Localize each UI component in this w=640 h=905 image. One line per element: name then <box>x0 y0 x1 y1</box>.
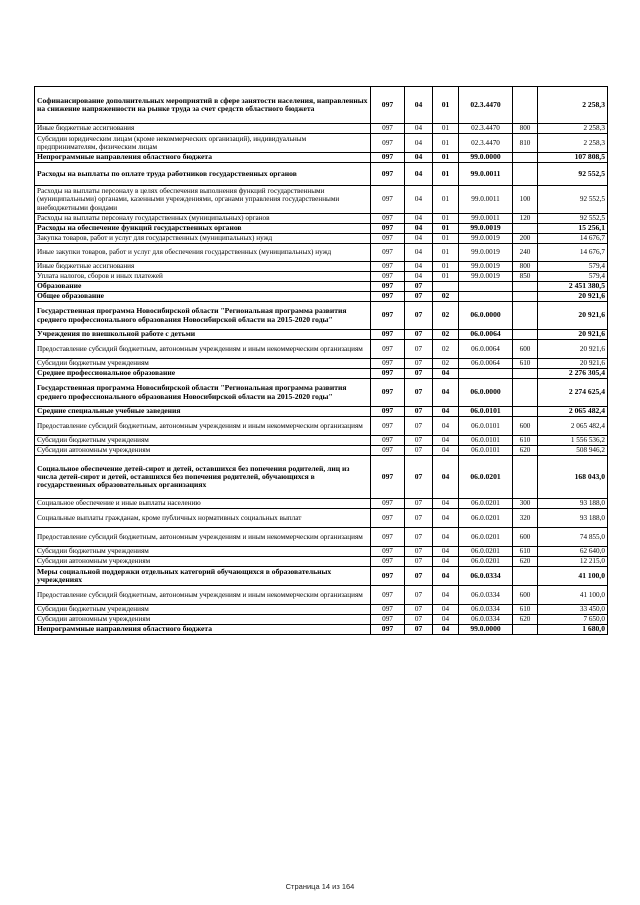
table-row <box>35 134 608 153</box>
table-row <box>35 224 608 234</box>
cell-rz: 07 <box>405 509 433 528</box>
cell-gr: 097 <box>371 557 405 567</box>
cell-vr <box>513 282 538 292</box>
cell-csr: 02.3.4470 <box>459 124 513 134</box>
cell-rz: 07 <box>405 369 433 379</box>
cell-rz: 07 <box>405 625 433 635</box>
cell-name: Государственная программа Новосибирской области "Региональная программа развития среднего профессионального образования Новосибирской области на 2015-2020 годы" <box>35 379 371 407</box>
cell-name: Расходы на выплаты персоналу в целях обеспечения выполнения функций государственными (муниципальными) органами, казенными учреждениями, органами управления государственными внебюджетными фондами <box>35 186 371 214</box>
table-row <box>35 282 608 292</box>
cell-pr: 04 <box>433 605 459 615</box>
table-row <box>35 547 608 557</box>
cell-pr: 01 <box>433 262 459 272</box>
table-row <box>35 153 608 163</box>
cell-name: Иные бюджетные ассигнования <box>35 124 371 134</box>
cell-gr: 097 <box>371 282 405 292</box>
cell-sum: 20 921,6 <box>538 359 608 369</box>
cell-name: Непрограммные направления областного бюджета <box>35 153 371 163</box>
cell-vr: 600 <box>513 340 538 359</box>
cell-sum: 2 065 482,4 <box>538 407 608 417</box>
cell-sum: 508 946,2 <box>538 446 608 456</box>
cell-csr: 99.0.0011 <box>459 186 513 214</box>
cell-name: Среднее профессиональное образование <box>35 369 371 379</box>
cell-vr <box>513 163 538 186</box>
cell-rz: 04 <box>405 87 433 124</box>
cell-csr: 06.0.0201 <box>459 456 513 499</box>
cell-gr: 097 <box>371 499 405 509</box>
cell-sum: 2 258,3 <box>538 87 608 124</box>
cell-csr: 06.0.0101 <box>459 417 513 436</box>
cell-name: Государственная программа Новосибирской области "Региональная программа развития среднего профессионального образования Новосибирской области на 2015-2020 годы" <box>35 302 371 330</box>
cell-sum: 2 274 625,4 <box>538 379 608 407</box>
cell-pr: 01 <box>433 234 459 244</box>
cell-vr: 610 <box>513 436 538 446</box>
cell-vr: 850 <box>513 272 538 282</box>
table-row <box>35 446 608 456</box>
table-row <box>35 369 608 379</box>
page-number: Страница 14 из 164 <box>285 882 355 891</box>
cell-sum: 14 676,7 <box>538 234 608 244</box>
cell-pr: 04 <box>433 369 459 379</box>
cell-sum: 579,4 <box>538 262 608 272</box>
cell-csr: 99.0.0011 <box>459 214 513 224</box>
cell-name: Субсидии автономным учреждениям <box>35 615 371 625</box>
cell-rz: 04 <box>405 224 433 234</box>
cell-pr: 01 <box>433 244 459 262</box>
cell-gr: 097 <box>371 359 405 369</box>
cell-gr: 097 <box>371 436 405 446</box>
cell-csr: 06.0.0201 <box>459 499 513 509</box>
cell-csr: 06.0.0201 <box>459 509 513 528</box>
cell-pr: 02 <box>433 302 459 330</box>
cell-vr: 200 <box>513 234 538 244</box>
table-row <box>35 340 608 359</box>
cell-vr: 610 <box>513 547 538 557</box>
table-row <box>35 499 608 509</box>
cell-vr: 320 <box>513 509 538 528</box>
cell-name: Образование <box>35 282 371 292</box>
cell-vr <box>513 87 538 124</box>
cell-gr: 097 <box>371 244 405 262</box>
cell-csr: 06.0.0201 <box>459 547 513 557</box>
cell-rz: 04 <box>405 186 433 214</box>
cell-rz: 07 <box>405 557 433 567</box>
cell-rz: 04 <box>405 153 433 163</box>
cell-gr: 097 <box>371 456 405 499</box>
cell-rz: 07 <box>405 359 433 369</box>
cell-pr: 02 <box>433 292 459 302</box>
budget-table <box>34 86 608 635</box>
cell-sum: 107 808,5 <box>538 153 608 163</box>
cell-vr <box>513 625 538 635</box>
cell-csr: 06.0.0201 <box>459 557 513 567</box>
cell-rz: 07 <box>405 379 433 407</box>
cell-rz: 07 <box>405 436 433 446</box>
cell-pr: 04 <box>433 528 459 547</box>
cell-csr: 99.0.0000 <box>459 153 513 163</box>
cell-sum: 7 650,0 <box>538 615 608 625</box>
cell-csr: 99.0.0000 <box>459 625 513 635</box>
table-row <box>35 87 608 124</box>
cell-pr: 04 <box>433 499 459 509</box>
cell-vr <box>513 567 538 586</box>
cell-name: Предоставление субсидий бюджетным, автономным учреждениям и иным некоммерческим организациям <box>35 340 371 359</box>
cell-csr: 06.0.0000 <box>459 379 513 407</box>
cell-rz: 07 <box>405 528 433 547</box>
cell-pr: 01 <box>433 87 459 124</box>
cell-rz: 04 <box>405 272 433 282</box>
cell-vr <box>513 456 538 499</box>
cell-csr: 06.0.0000 <box>459 302 513 330</box>
cell-csr: 06.0.0334 <box>459 567 513 586</box>
cell-name: Софинансирование дополнительных мероприятий в сфере занятости населения, направленных на снижение напряженности на рынке труда за счет средств областного бюджета <box>35 87 371 124</box>
cell-rz: 04 <box>405 214 433 224</box>
cell-gr: 097 <box>371 509 405 528</box>
cell-csr: 06.0.0101 <box>459 407 513 417</box>
cell-sum: 2 065 482,4 <box>538 417 608 436</box>
cell-gr: 097 <box>371 586 405 605</box>
cell-rz: 07 <box>405 340 433 359</box>
table-row <box>35 509 608 528</box>
cell-csr <box>459 369 513 379</box>
cell-vr <box>513 153 538 163</box>
cell-csr: 06.0.0064 <box>459 340 513 359</box>
cell-sum: 20 921,6 <box>538 292 608 302</box>
table-row <box>35 272 608 282</box>
cell-pr <box>433 282 459 292</box>
table-row <box>35 615 608 625</box>
cell-vr: 300 <box>513 499 538 509</box>
cell-rz: 07 <box>405 547 433 557</box>
cell-gr: 097 <box>371 407 405 417</box>
table-row <box>35 407 608 417</box>
cell-gr: 097 <box>371 446 405 456</box>
cell-pr: 01 <box>433 224 459 234</box>
cell-sum: 74 855,0 <box>538 528 608 547</box>
cell-gr: 097 <box>371 547 405 557</box>
cell-name: Социальные выплаты гражданам, кроме публичных нормативных социальных выплат <box>35 509 371 528</box>
cell-csr <box>459 292 513 302</box>
cell-name: Расходы на выплаты персоналу государственных (муниципальных) органов <box>35 214 371 224</box>
table-row <box>35 292 608 302</box>
cell-vr: 600 <box>513 586 538 605</box>
cell-pr: 04 <box>433 557 459 567</box>
cell-gr: 097 <box>371 224 405 234</box>
cell-name: Общее образование <box>35 292 371 302</box>
cell-vr: 610 <box>513 359 538 369</box>
cell-csr: 99.0.0019 <box>459 244 513 262</box>
cell-pr: 04 <box>433 456 459 499</box>
cell-vr: 120 <box>513 214 538 224</box>
cell-gr: 097 <box>371 292 405 302</box>
cell-gr: 097 <box>371 330 405 340</box>
cell-csr: 99.0.0019 <box>459 262 513 272</box>
cell-sum: 33 450,0 <box>538 605 608 615</box>
cell-gr: 097 <box>371 379 405 407</box>
cell-sum: 92 552,5 <box>538 214 608 224</box>
cell-name: Субсидии юридическим лицам (кроме некоммерческих организаций), индивидуальным предпринимателям, физическим лицам <box>35 134 371 153</box>
cell-sum: 92 552,5 <box>538 163 608 186</box>
cell-gr: 097 <box>371 625 405 635</box>
table-row <box>35 456 608 499</box>
cell-rz: 04 <box>405 124 433 134</box>
cell-sum: 20 921,6 <box>538 340 608 359</box>
cell-gr: 097 <box>371 163 405 186</box>
cell-csr: 99.0.0019 <box>459 224 513 234</box>
cell-name: Субсидии автономным учреждениям <box>35 557 371 567</box>
cell-name: Предоставление субсидий бюджетным, автономным учреждениям и иным некоммерческим организациям <box>35 586 371 605</box>
cell-pr: 04 <box>433 586 459 605</box>
cell-csr: 06.0.0201 <box>459 528 513 547</box>
cell-vr: 810 <box>513 134 538 153</box>
cell-name: Иные закупки товаров, работ и услуг для обеспечения государственных (муниципальных) нужд <box>35 244 371 262</box>
cell-name: Субсидии бюджетным учреждениям <box>35 436 371 446</box>
cell-sum: 15 256,1 <box>538 224 608 234</box>
cell-csr: 06.0.0334 <box>459 615 513 625</box>
cell-csr: 99.0.0019 <box>459 272 513 282</box>
cell-pr: 01 <box>433 124 459 134</box>
cell-rz: 07 <box>405 302 433 330</box>
cell-vr: 620 <box>513 446 538 456</box>
cell-gr: 097 <box>371 369 405 379</box>
cell-sum: 2 258,3 <box>538 134 608 153</box>
cell-gr: 097 <box>371 124 405 134</box>
cell-rz: 04 <box>405 134 433 153</box>
cell-sum: 168 043,0 <box>538 456 608 499</box>
cell-sum: 41 100,0 <box>538 586 608 605</box>
cell-gr: 097 <box>371 214 405 224</box>
cell-pr: 01 <box>433 163 459 186</box>
cell-name: Меры социальной поддержки отдельных категорий обучающихся в образовательных учреждениях <box>35 567 371 586</box>
cell-pr: 04 <box>433 379 459 407</box>
cell-name: Закупка товаров, работ и услуг для государственных (муниципальных) нужд <box>35 234 371 244</box>
cell-pr: 04 <box>433 567 459 586</box>
cell-rz: 04 <box>405 163 433 186</box>
cell-name: Уплата налогов, сборов и иных платежей <box>35 272 371 282</box>
cell-vr: 240 <box>513 244 538 262</box>
cell-rz: 07 <box>405 292 433 302</box>
cell-name: Учреждения по внешкольной работе с детьми <box>35 330 371 340</box>
cell-rz: 07 <box>405 446 433 456</box>
cell-rz: 07 <box>405 456 433 499</box>
table-row <box>35 567 608 586</box>
table-row <box>35 436 608 446</box>
cell-csr <box>459 282 513 292</box>
cell-sum: 62 640,0 <box>538 547 608 557</box>
cell-vr: 600 <box>513 417 538 436</box>
cell-sum: 20 921,6 <box>538 302 608 330</box>
cell-gr: 097 <box>371 153 405 163</box>
cell-vr <box>513 292 538 302</box>
cell-gr: 097 <box>371 272 405 282</box>
cell-pr: 01 <box>433 186 459 214</box>
cell-gr: 097 <box>371 87 405 124</box>
cell-csr: 06.0.0064 <box>459 330 513 340</box>
table-row <box>35 528 608 547</box>
cell-vr <box>513 330 538 340</box>
cell-name: Расходы на выплаты по оплате труда работников государственных органов <box>35 163 371 186</box>
table-row <box>35 214 608 224</box>
cell-name: Социальное обеспечение детей-сирот и детей, оставшихся без попечения родителей, лиц из числа детей-сирот и детей, оставшихся без попечения родителей, обучающихся в государственных образовательных организациях <box>35 456 371 499</box>
cell-vr <box>513 407 538 417</box>
cell-name: Субсидии бюджетным учреждениям <box>35 547 371 557</box>
cell-name: Предоставление субсидий бюджетным, автономным учреждениям и иным некоммерческим организациям <box>35 417 371 436</box>
cell-pr: 01 <box>433 134 459 153</box>
cell-rz: 07 <box>405 499 433 509</box>
cell-pr: 04 <box>433 446 459 456</box>
cell-rz: 04 <box>405 244 433 262</box>
cell-name: Субсидии бюджетным учреждениям <box>35 359 371 369</box>
cell-name: Социальное обеспечение и иные выплаты населению <box>35 499 371 509</box>
table-row <box>35 557 608 567</box>
cell-gr: 097 <box>371 340 405 359</box>
cell-sum: 1 680,0 <box>538 625 608 635</box>
cell-vr: 620 <box>513 615 538 625</box>
table-row <box>35 625 608 635</box>
cell-name: Средние специальные учебные заведения <box>35 407 371 417</box>
cell-csr: 06.0.0334 <box>459 586 513 605</box>
cell-rz: 07 <box>405 605 433 615</box>
cell-vr: 100 <box>513 186 538 214</box>
cell-sum: 92 552,5 <box>538 186 608 214</box>
cell-csr: 06.0.0334 <box>459 605 513 615</box>
table-body <box>35 87 608 635</box>
cell-gr: 097 <box>371 528 405 547</box>
cell-sum: 93 188,0 <box>538 499 608 509</box>
cell-sum: 1 556 536,2 <box>538 436 608 446</box>
table-row <box>35 186 608 214</box>
cell-pr: 02 <box>433 340 459 359</box>
table-row <box>35 262 608 272</box>
cell-pr: 02 <box>433 359 459 369</box>
cell-name: Иные бюджетные ассигнования <box>35 262 371 272</box>
cell-sum: 41 100,0 <box>538 567 608 586</box>
cell-sum: 579,4 <box>538 272 608 282</box>
cell-csr: 06.0.0101 <box>459 446 513 456</box>
cell-pr: 04 <box>433 615 459 625</box>
cell-rz: 07 <box>405 407 433 417</box>
cell-rz: 07 <box>405 417 433 436</box>
cell-csr: 06.0.0064 <box>459 359 513 369</box>
table-row <box>35 379 608 407</box>
cell-csr: 02.3.4470 <box>459 134 513 153</box>
table-row <box>35 124 608 134</box>
cell-pr: 01 <box>433 153 459 163</box>
cell-csr: 99.0.0011 <box>459 163 513 186</box>
cell-csr: 06.0.0101 <box>459 436 513 446</box>
cell-pr: 02 <box>433 330 459 340</box>
cell-gr: 097 <box>371 567 405 586</box>
cell-pr: 01 <box>433 272 459 282</box>
cell-gr: 097 <box>371 302 405 330</box>
cell-csr: 02.3.4470 <box>459 87 513 124</box>
cell-gr: 097 <box>371 186 405 214</box>
cell-vr: 620 <box>513 557 538 567</box>
cell-vr: 800 <box>513 262 538 272</box>
table-row <box>35 234 608 244</box>
cell-vr <box>513 224 538 234</box>
cell-vr <box>513 302 538 330</box>
cell-rz: 07 <box>405 282 433 292</box>
cell-sum: 2 451 380,5 <box>538 282 608 292</box>
table-row <box>35 244 608 262</box>
cell-pr: 04 <box>433 417 459 436</box>
cell-gr: 097 <box>371 417 405 436</box>
cell-gr: 097 <box>371 234 405 244</box>
cell-rz: 07 <box>405 330 433 340</box>
table-row <box>35 330 608 340</box>
cell-sum: 12 215,0 <box>538 557 608 567</box>
cell-vr: 800 <box>513 124 538 134</box>
cell-pr: 04 <box>433 509 459 528</box>
cell-sum: 20 921,6 <box>538 330 608 340</box>
cell-vr: 610 <box>513 605 538 615</box>
cell-rz: 04 <box>405 262 433 272</box>
cell-pr: 04 <box>433 436 459 446</box>
table-row <box>35 586 608 605</box>
table-row <box>35 302 608 330</box>
cell-name: Расходы на обеспечение функций государственных органов <box>35 224 371 234</box>
cell-rz: 04 <box>405 234 433 244</box>
cell-name: Субсидии автономным учреждениям <box>35 446 371 456</box>
cell-gr: 097 <box>371 262 405 272</box>
cell-vr <box>513 379 538 407</box>
cell-sum: 14 676,7 <box>538 244 608 262</box>
cell-pr: 04 <box>433 625 459 635</box>
table-row <box>35 359 608 369</box>
table-row <box>35 163 608 186</box>
cell-sum: 93 188,0 <box>538 509 608 528</box>
cell-gr: 097 <box>371 605 405 615</box>
table-row <box>35 417 608 436</box>
cell-gr: 097 <box>371 615 405 625</box>
cell-sum: 2 258,3 <box>538 124 608 134</box>
cell-pr: 04 <box>433 407 459 417</box>
cell-rz: 07 <box>405 615 433 625</box>
cell-name: Субсидии бюджетным учреждениям <box>35 605 371 615</box>
cell-rz: 07 <box>405 567 433 586</box>
cell-csr: 99.0.0019 <box>459 234 513 244</box>
cell-sum: 2 276 305,4 <box>538 369 608 379</box>
cell-name: Предоставление субсидий бюджетным, автономным учреждениям и иным некоммерческим организациям <box>35 528 371 547</box>
cell-pr: 01 <box>433 214 459 224</box>
cell-rz: 07 <box>405 586 433 605</box>
cell-gr: 097 <box>371 134 405 153</box>
cell-vr: 600 <box>513 528 538 547</box>
table-row <box>35 605 608 615</box>
cell-name: Непрограммные направления областного бюджета <box>35 625 371 635</box>
cell-vr <box>513 369 538 379</box>
cell-pr: 04 <box>433 547 459 557</box>
